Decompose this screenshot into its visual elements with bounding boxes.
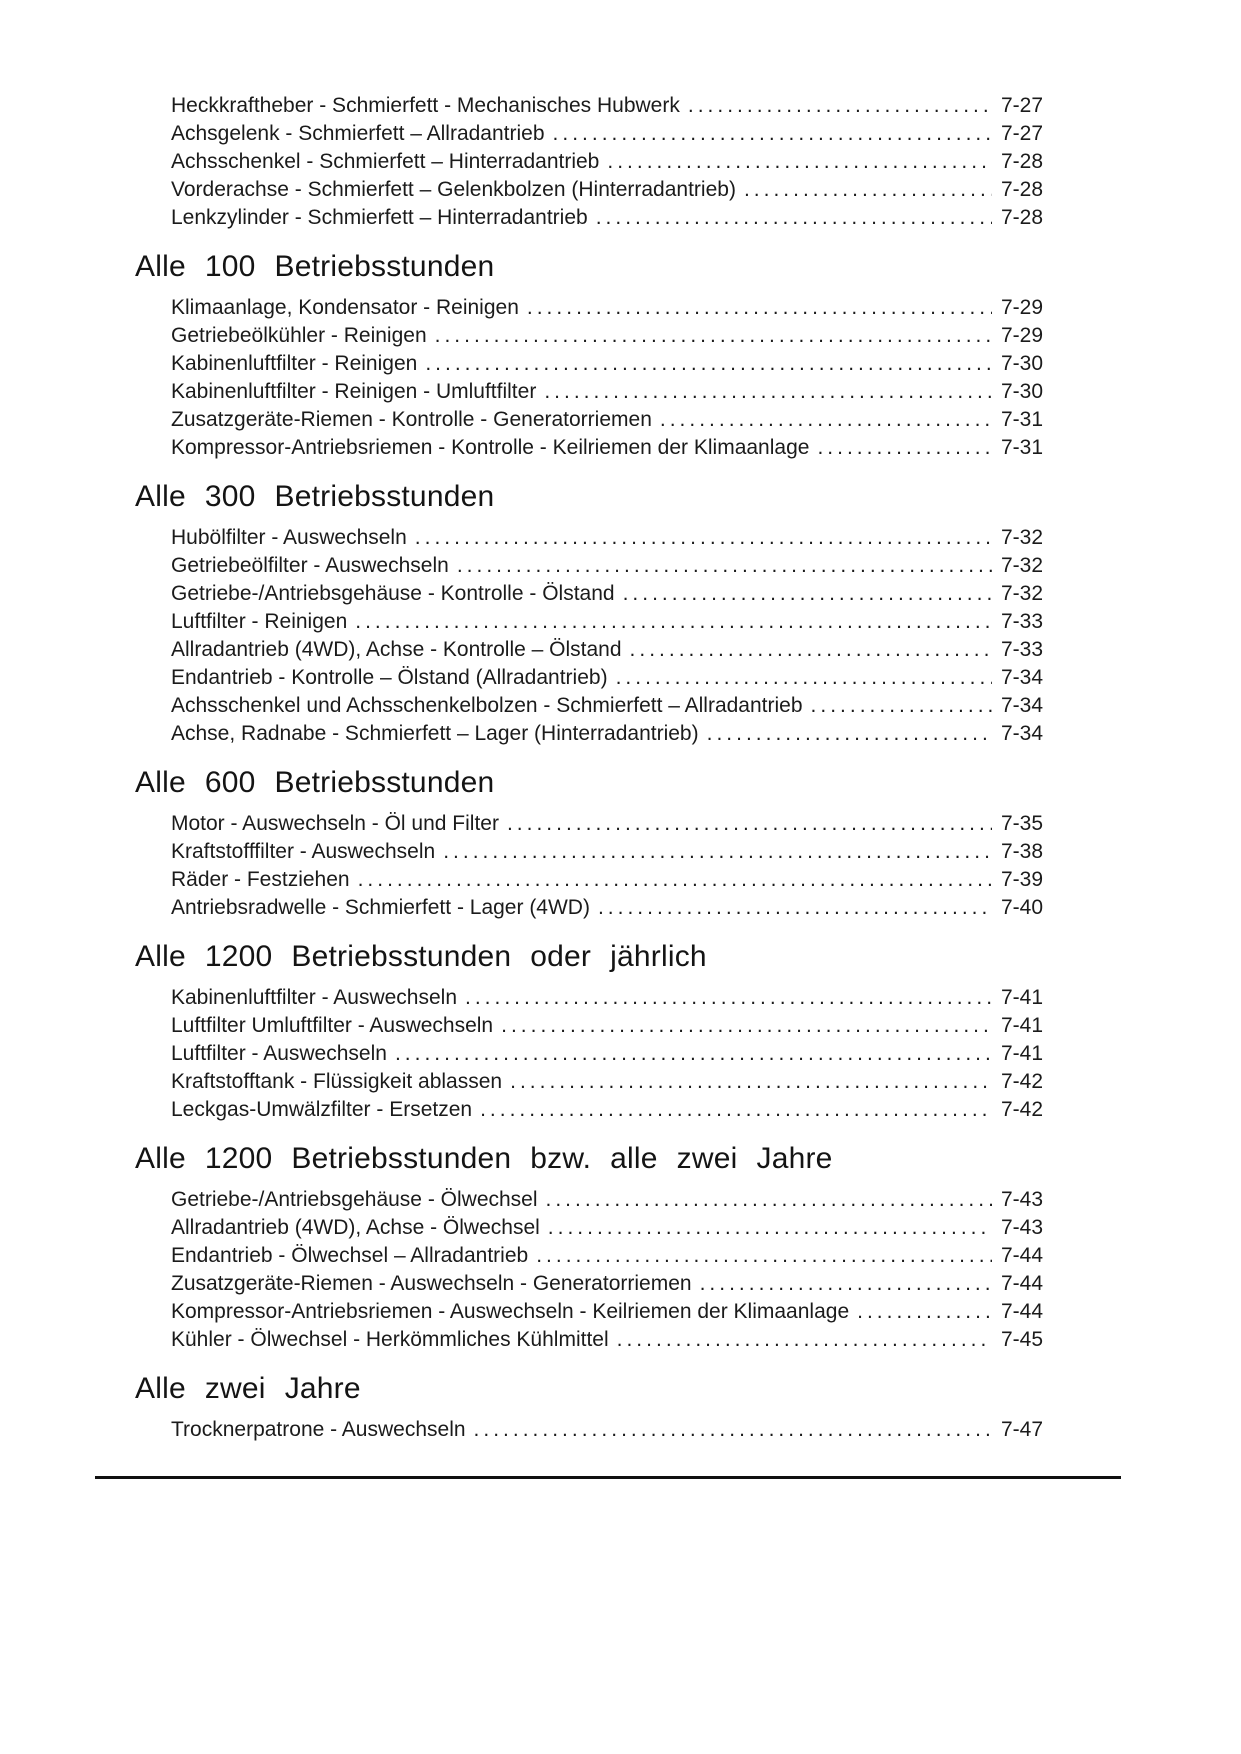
toc-entry — [171, 322, 1043, 350]
dot-leader — [457, 552, 992, 580]
toc-section — [135, 1142, 1043, 1354]
toc-entry — [171, 294, 1043, 322]
dot-leader — [616, 664, 992, 692]
toc-entry — [171, 692, 1043, 720]
entry-page-number: 7-47 — [1000, 1418, 1043, 1441]
section-heading: Alle 1200 Betriebsstunden bzw. alle zwei Jahre — [135, 1142, 833, 1175]
toc-entry — [171, 1214, 1043, 1242]
section-heading: Alle 1200 Betriebsstunden oder jährlich — [135, 940, 707, 973]
dot-leader — [527, 294, 992, 322]
toc-section — [135, 940, 1043, 1124]
toc-entry — [171, 664, 1043, 692]
entry-page-number: 7-31 — [1000, 408, 1043, 431]
toc-entry — [171, 894, 1043, 922]
toc-entry — [171, 810, 1043, 838]
dot-leader — [817, 434, 992, 462]
entry-page-number: 7-32 — [1000, 554, 1043, 577]
entry-title: Achsschenkel - Schmierfett – Hinterradantrieb — [171, 150, 600, 173]
entry-page-number: 7-34 — [1000, 694, 1043, 717]
dot-leader — [607, 148, 992, 176]
entry-page-number: 7-34 — [1000, 722, 1043, 745]
toc-section — [135, 766, 1043, 922]
entry-title: Räder - Festziehen — [171, 868, 350, 891]
entry-title: Achsgelenk - Schmierfett – Allradantrieb — [171, 122, 545, 145]
entry-title: Getriebeölfilter - Auswechseln — [171, 554, 449, 577]
dot-leader — [395, 1040, 992, 1068]
toc-entry — [171, 176, 1043, 204]
entry-page-number: 7-29 — [1000, 324, 1043, 347]
dot-leader — [617, 1326, 992, 1354]
dot-leader — [507, 810, 992, 838]
entry-page-number: 7-40 — [1000, 896, 1043, 919]
entry-title: Vorderachse - Schmierfett – Gelenkbolzen (Hinterradantrieb) — [171, 178, 736, 201]
toc-entry — [171, 1040, 1043, 1068]
toc-section — [135, 1372, 1043, 1444]
entry-title: Luftfilter - Auswechseln — [171, 1042, 387, 1065]
entry-title: Motor - Auswechseln - Öl und Filter — [171, 812, 499, 835]
toc-entry — [171, 1326, 1043, 1354]
footer-divider-rule — [95, 1476, 1121, 1479]
section-heading: Alle 300 Betriebsstunden — [135, 480, 495, 513]
dot-leader — [474, 1416, 992, 1444]
dot-leader — [700, 1270, 992, 1298]
toc-entry — [171, 838, 1043, 866]
entry-title: Zusatzgeräte-Riemen - Auswechseln - Generatorriemen — [171, 1272, 692, 1295]
dot-leader — [435, 322, 992, 350]
dot-leader — [548, 1214, 992, 1242]
entry-title: Zusatzgeräte-Riemen - Kontrolle - Generatorriemen — [171, 408, 652, 431]
dot-leader — [553, 120, 992, 148]
table-of-contents — [135, 92, 1043, 1444]
entry-page-number: 7-28 — [1000, 178, 1043, 201]
entry-title: Kabinenluftfilter - Reinigen — [171, 352, 418, 375]
dot-leader — [355, 608, 992, 636]
dot-leader — [688, 92, 992, 120]
entry-page-number: 7-31 — [1000, 436, 1043, 459]
entry-title: Luftfilter Umluftfilter - Auswechseln — [171, 1014, 494, 1037]
entry-page-number: 7-41 — [1000, 986, 1043, 1009]
entry-title: Heckkraftheber - Schmierfett - Mechanisches Hubwerk — [171, 94, 680, 117]
entry-title: Kompressor-Antriebsriemen - Auswechseln - Keilriemen der Klimaanlage — [171, 1300, 850, 1323]
toc-entry — [171, 552, 1043, 580]
entry-title: Getriebe-/Antriebsgehäuse - Kontrolle - Ölstand — [171, 582, 615, 605]
dot-leader — [425, 350, 992, 378]
entry-title: Kabinenluftfilter - Reinigen - Umluftfilter — [171, 380, 537, 403]
toc-entry — [171, 204, 1043, 232]
entry-page-number: 7-42 — [1000, 1098, 1043, 1121]
dot-leader — [480, 1096, 992, 1124]
dot-leader — [546, 1186, 992, 1214]
entry-title: Kühler - Ölwechsel - Herkömmliches Kühlmittel — [171, 1328, 609, 1351]
entry-page-number: 7-34 — [1000, 666, 1043, 689]
dot-leader — [744, 176, 992, 204]
entry-page-number: 7-30 — [1000, 352, 1043, 375]
entry-title: Antriebsradwelle - Schmierfett - Lager (4WD) — [171, 896, 590, 919]
dot-leader — [415, 524, 992, 552]
toc-entry — [171, 636, 1043, 664]
entry-page-number: 7-44 — [1000, 1272, 1043, 1295]
entry-title: Endantrieb - Kontrolle – Ölstand (Allradantrieb) — [171, 666, 608, 689]
toc-entry — [171, 608, 1043, 636]
toc-entry — [171, 1186, 1043, 1214]
toc-entry — [171, 120, 1043, 148]
entry-page-number: 7-28 — [1000, 206, 1043, 229]
entry-title: Klimaanlage, Kondensator - Reinigen — [171, 296, 519, 319]
dot-leader — [598, 894, 992, 922]
entry-page-number: 7-28 — [1000, 150, 1043, 173]
entry-title: Getriebeölkühler - Reinigen — [171, 324, 427, 347]
dot-leader — [358, 866, 992, 894]
dot-leader — [536, 1242, 992, 1270]
toc-entry — [171, 1416, 1043, 1444]
entry-page-number: 7-43 — [1000, 1216, 1043, 1239]
toc-entry — [171, 524, 1043, 552]
dot-leader — [660, 406, 992, 434]
toc-entry — [171, 92, 1043, 120]
dot-leader — [707, 720, 992, 748]
entry-title: Kraftstofffilter - Auswechseln — [171, 840, 436, 863]
entry-title: Trocknerpatrone - Auswechseln — [171, 1418, 466, 1441]
dot-leader — [630, 636, 992, 664]
entry-page-number: 7-45 — [1000, 1328, 1043, 1351]
toc-entry — [171, 1012, 1043, 1040]
toc-entry — [171, 866, 1043, 894]
entry-page-number: 7-27 — [1000, 122, 1043, 145]
toc-section — [135, 250, 1043, 462]
entry-page-number: 7-32 — [1000, 526, 1043, 549]
entry-page-number: 7-33 — [1000, 610, 1043, 633]
entry-title: Luftfilter - Reinigen — [171, 610, 348, 633]
dot-leader — [623, 580, 992, 608]
entry-page-number: 7-32 — [1000, 582, 1043, 605]
dot-leader — [857, 1298, 992, 1326]
toc-entry — [171, 1270, 1043, 1298]
toc-entry — [171, 720, 1043, 748]
entry-title: Allradantrieb (4WD), Achse - Ölwechsel — [171, 1216, 540, 1239]
dot-leader — [544, 378, 992, 406]
dot-leader — [510, 1068, 992, 1096]
toc-entry — [171, 580, 1043, 608]
entry-page-number: 7-38 — [1000, 840, 1043, 863]
entry-page-number: 7-33 — [1000, 638, 1043, 661]
entry-page-number: 7-29 — [1000, 296, 1043, 319]
entry-title: Achse, Radnabe - Schmierfett – Lager (Hinterradantrieb) — [171, 722, 699, 745]
dot-leader — [443, 838, 992, 866]
entry-title: Getriebe-/Antriebsgehäuse - Ölwechsel — [171, 1188, 538, 1211]
entry-page-number: 7-39 — [1000, 868, 1043, 891]
entry-title: Lenkzylinder - Schmierfett – Hinterradantrieb — [171, 206, 588, 229]
toc-entry — [171, 1096, 1043, 1124]
entry-title: Kabinenluftfilter - Auswechseln — [171, 986, 457, 1009]
entry-title: Achsschenkel und Achsschenkelbolzen - Schmierfett – Allradantrieb — [171, 694, 803, 717]
entry-page-number: 7-44 — [1000, 1300, 1043, 1323]
entry-title: Leckgas-Umwälzfilter - Ersetzen — [171, 1098, 473, 1121]
section-heading: Alle 100 Betriebsstunden — [135, 250, 495, 283]
entry-title: Kompressor-Antriebsriemen - Kontrolle - Keilriemen der Klimaanlage — [171, 436, 810, 459]
entry-page-number: 7-44 — [1000, 1244, 1043, 1267]
section-heading: Alle 600 Betriebsstunden — [135, 766, 495, 799]
entry-page-number: 7-30 — [1000, 380, 1043, 403]
entry-title: Kraftstofftank - Flüssigkeit ablassen — [171, 1070, 503, 1093]
entry-page-number: 7-27 — [1000, 94, 1043, 117]
entry-page-number: 7-35 — [1000, 812, 1043, 835]
toc-entry — [171, 148, 1043, 176]
entry-page-number: 7-41 — [1000, 1042, 1043, 1065]
toc-entry — [171, 1068, 1043, 1096]
entry-page-number: 7-43 — [1000, 1188, 1043, 1211]
dot-leader — [465, 984, 992, 1012]
entry-page-number: 7-41 — [1000, 1014, 1043, 1037]
entry-title: Hubölfilter - Auswechseln — [171, 526, 407, 549]
toc-section — [135, 480, 1043, 748]
dot-leader — [501, 1012, 992, 1040]
entry-title: Endantrieb - Ölwechsel – Allradantrieb — [171, 1244, 529, 1267]
toc-entry — [171, 984, 1043, 1012]
entry-page-number: 7-42 — [1000, 1070, 1043, 1093]
toc-entry — [171, 378, 1043, 406]
dot-leader — [596, 204, 992, 232]
entry-title: Allradantrieb (4WD), Achse - Kontrolle – Ölstand — [171, 638, 622, 661]
toc-entry — [171, 1242, 1043, 1270]
toc-entry — [171, 406, 1043, 434]
toc-entry — [171, 434, 1043, 462]
toc-entry — [171, 1298, 1043, 1326]
toc-section — [135, 92, 1043, 232]
section-heading: Alle zwei Jahre — [135, 1372, 361, 1405]
toc-entry — [171, 350, 1043, 378]
dot-leader — [811, 692, 992, 720]
